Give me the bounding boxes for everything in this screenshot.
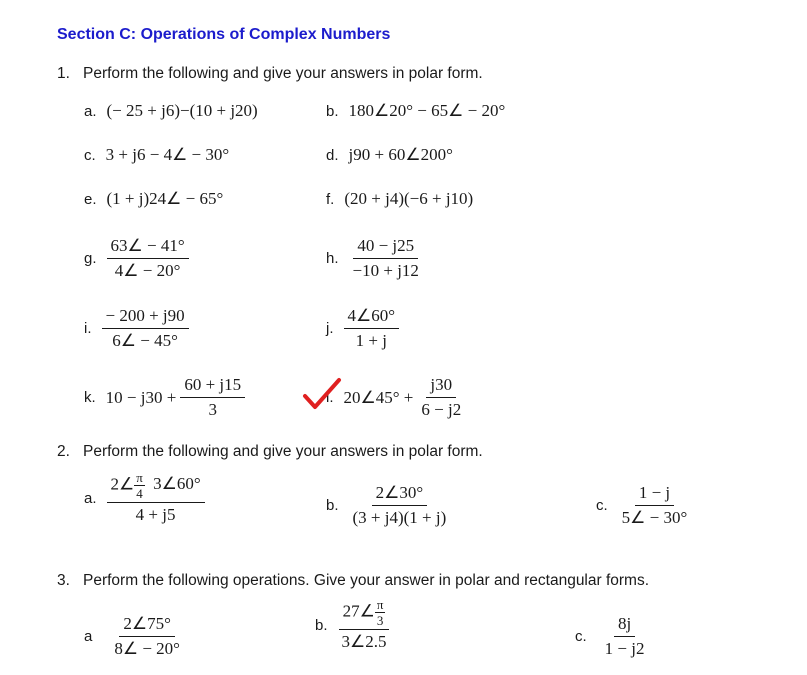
fraction-numerator — [339, 598, 390, 630]
numerator-rest: 3∠60° — [153, 474, 201, 494]
fraction-denominator: 1 − j2 — [604, 639, 645, 658]
question-3-text: Perform the following operations. Give your answer in polar and rectangular forms. — [83, 572, 650, 589]
fraction — [102, 306, 189, 351]
fraction — [107, 471, 205, 525]
item-label: l. — [326, 389, 334, 406]
fraction — [417, 375, 465, 420]
question-3-number: 3. — [57, 572, 70, 589]
fraction-denominator: (3 + j4)(1 + j) — [352, 508, 447, 527]
item-label: h. — [326, 250, 339, 267]
fraction — [349, 483, 451, 528]
numerator-magnitude: 27∠ — [342, 601, 375, 621]
fraction-numerator: 60 + j15 — [180, 375, 245, 398]
fraction-numerator: j30 — [426, 375, 456, 398]
q1-item-a — [84, 101, 258, 121]
item-label: c. — [575, 628, 587, 645]
item-label: b. — [326, 497, 339, 514]
q1-item-c — [84, 145, 229, 165]
fraction — [601, 614, 649, 659]
fraction — [180, 375, 245, 420]
q1-item-k — [84, 375, 245, 420]
fraction-numerator: 4∠60° — [344, 306, 400, 329]
q1-item-g — [84, 236, 189, 281]
fraction-numerator: 1 − j — [635, 483, 674, 506]
fraction-numerator: 8j — [614, 614, 635, 637]
q3-item-b — [315, 598, 391, 652]
item-label: i. — [84, 320, 92, 337]
fraction-denominator: −10 + j12 — [352, 261, 419, 280]
numerator-magnitude: 2∠ — [110, 474, 135, 494]
item-label: b. — [315, 616, 328, 634]
fraction-numerator: 40 − j25 — [353, 236, 418, 259]
question-2-prompt — [57, 443, 483, 461]
item-label: k. — [84, 389, 96, 406]
question-1-prompt — [57, 65, 483, 83]
item-label: j. — [326, 320, 334, 337]
fraction — [110, 614, 184, 659]
question-1-number: 1. — [57, 65, 70, 82]
fraction-numerator: 63∠ − 41° — [107, 236, 189, 259]
item-label: a — [84, 628, 93, 645]
angle-denominator: 4 — [136, 486, 143, 501]
item-label: d. — [326, 146, 339, 164]
q3-item-a — [84, 614, 184, 659]
item-expression: 20∠45° + — [343, 387, 414, 407]
section-title: Section C: Operations of Complex Numbers — [57, 26, 391, 43]
fraction-numerator — [107, 471, 205, 503]
q1-item-l — [326, 375, 465, 420]
item-label: a. — [84, 489, 97, 507]
fraction-denominator: 3 — [208, 400, 217, 419]
q3-item-c — [575, 614, 648, 659]
item-label: g. — [84, 250, 97, 267]
fraction-denominator: 3∠2.5 — [341, 632, 387, 651]
fraction-denominator: 8∠ − 20° — [114, 639, 180, 658]
angle-fraction — [134, 471, 145, 500]
item-expression: 10 − j30 + — [105, 387, 177, 407]
item-expression: 3 + j6 − 4∠ − 30° — [105, 145, 230, 164]
fraction-denominator: 6∠ − 45° — [112, 331, 178, 350]
fraction — [349, 236, 423, 281]
fraction-numerator: − 200 + j90 — [102, 306, 189, 329]
q1-item-f — [326, 189, 473, 209]
q2-item-a — [84, 471, 205, 525]
red-check-mark-icon — [302, 376, 342, 410]
item-label: f. — [326, 190, 335, 208]
angle-denominator: 3 — [376, 613, 384, 628]
item-label: c. — [596, 497, 608, 514]
q1-item-h — [326, 236, 423, 281]
fraction — [618, 483, 692, 528]
item-label: e. — [84, 190, 97, 208]
fraction-denominator: 4 + j5 — [135, 505, 176, 524]
question-3-prompt — [57, 572, 649, 590]
q1-item-i — [84, 306, 189, 351]
question-1-text: Perform the following and give your answers in polar form. — [83, 65, 483, 82]
item-expression: (− 25 + j6)−(10 + j20) — [106, 101, 258, 120]
q1-item-d — [326, 145, 453, 165]
question-2-text: Perform the following and give your answers in polar form. — [83, 443, 483, 460]
angle-fraction — [375, 598, 386, 627]
angle-numerator: π — [136, 470, 143, 485]
fraction-numerator: 2∠30° — [372, 483, 428, 506]
item-expression: 180∠20° − 65∠ − 20° — [348, 101, 506, 120]
item-label: c. — [84, 146, 96, 164]
q2-item-c — [596, 483, 691, 528]
fraction — [107, 236, 189, 281]
fraction-denominator: 1 + j — [355, 331, 387, 350]
question-2-number: 2. — [57, 443, 70, 460]
q1-item-b — [326, 101, 505, 121]
item-label: a. — [84, 102, 97, 120]
q2-item-b — [326, 483, 450, 528]
item-expression: j90 + 60∠200° — [348, 145, 453, 164]
fraction-numerator: 2∠75° — [119, 614, 175, 637]
fraction-denominator: 6 − j2 — [421, 400, 462, 419]
item-label: b. — [326, 102, 339, 120]
fraction — [338, 598, 391, 652]
angle-numerator: π — [376, 597, 384, 612]
fraction — [344, 306, 400, 351]
q1-item-j — [326, 306, 399, 351]
item-expression: (20 + j4)(−6 + j10) — [344, 189, 474, 208]
q1-item-e — [84, 189, 223, 209]
fraction-denominator: 4∠ − 20° — [114, 261, 181, 280]
fraction-denominator: 5∠ − 30° — [621, 508, 688, 527]
item-expression: (1 + j)24∠ − 65° — [106, 189, 224, 208]
